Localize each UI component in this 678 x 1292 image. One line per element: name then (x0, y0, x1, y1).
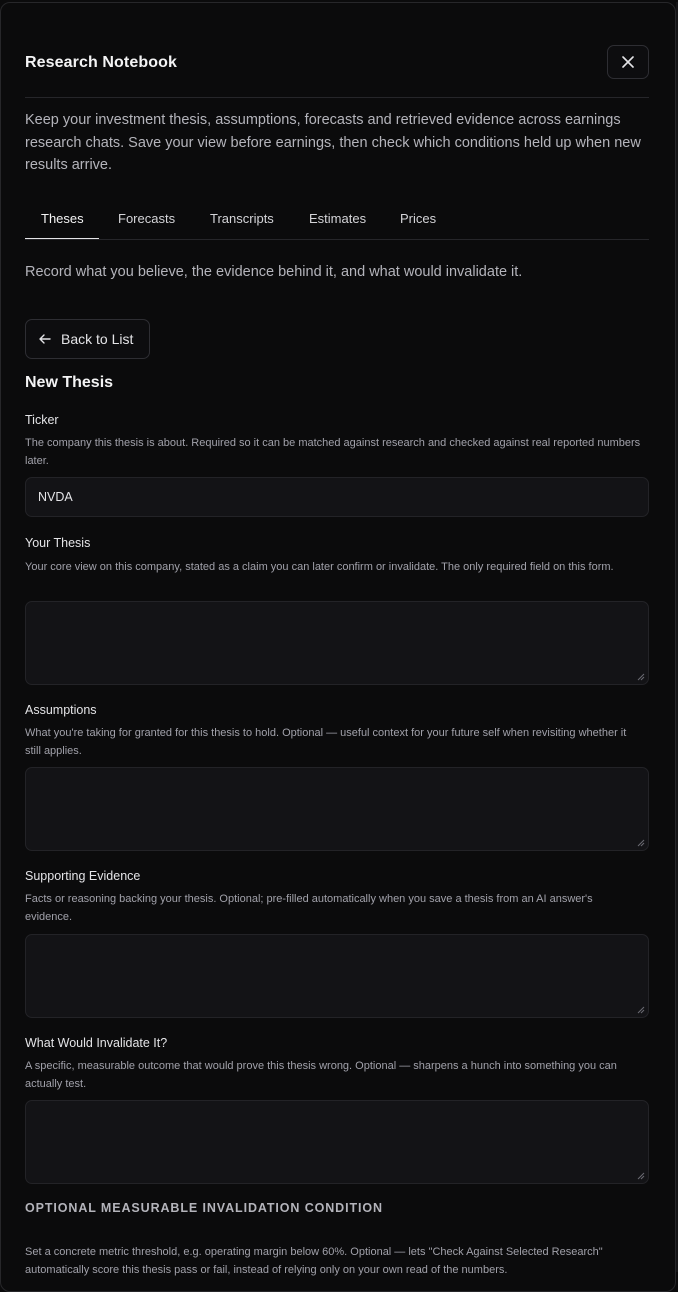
resize-grip-icon[interactable] (637, 673, 645, 681)
ticker-help: The company this thesis is about. Required so it can be matched against research and checked against real reported numbers later. (25, 437, 641, 467)
invalidation-help: A specific, measurable outcome that would prove this thesis wrong. Optional — sharpens a hunch into something you can actually test. (25, 1060, 617, 1090)
evidence-label: Supporting Evidence (25, 869, 141, 883)
assumptions-textarea[interactable] (25, 767, 649, 851)
assumptions-label: Assumptions (25, 703, 97, 717)
form-title: New Thesis (25, 374, 114, 391)
back-to-list-label: Back to List (61, 331, 134, 347)
ticker-input[interactable]: NVDA (25, 477, 649, 517)
measurable-condition-heading: OPTIONAL MEASURABLE INVALIDATION CONDITION (25, 1201, 383, 1215)
resize-grip-icon[interactable] (637, 839, 645, 847)
tab-prices[interactable]: Prices (400, 211, 437, 226)
assumptions-help: What you're taking for granted for this thesis to hold. Optional — useful context for your future self when revisiting whether it still applies. (25, 727, 627, 757)
tab-subtitle: Record what you believe, the evidence behind it, and what would invalidate it. (25, 264, 523, 280)
close-button[interactable] (607, 45, 649, 79)
thesis-label: Your Thesis (25, 536, 91, 550)
invalidation-label: What Would Invalidate It? (25, 1036, 168, 1050)
tabs-divider (25, 239, 649, 240)
tab-bar (25, 203, 649, 241)
tab-theses[interactable]: Theses (41, 211, 84, 226)
evidence-textarea[interactable] (25, 934, 649, 1018)
research-notebook-dialog (0, 2, 676, 1292)
back-to-list-button[interactable] (25, 319, 150, 359)
header-divider (25, 97, 649, 98)
resize-grip-icon[interactable] (637, 1172, 645, 1180)
tab-forecasts[interactable]: Forecasts (118, 211, 176, 226)
arrow-left-icon (39, 334, 51, 344)
evidence-help: Facts or reasoning backing your thesis. Optional; pre-filled automatically when you save a thesis from an AI answer's evidence. (25, 893, 593, 923)
close-icon (622, 56, 634, 68)
ticker-label: Ticker (25, 413, 59, 427)
tab-transcripts[interactable]: Transcripts (210, 211, 274, 226)
dialog-header (25, 45, 649, 85)
thesis-help: Your core view on this company, stated as a claim you can later confirm or invalidate. The only required field on this form. (25, 561, 614, 573)
notebook-description: Keep your investment thesis, assumptions, forecasts and retrieved evidence across earnings research chats. Save your view before earnings, then check which conditions held up when new results arrive. (25, 112, 641, 173)
thesis-textarea[interactable] (25, 601, 649, 685)
invalidation-textarea[interactable] (25, 1100, 649, 1184)
measurable-condition-help: Set a concrete metric threshold, e.g. operating margin below 60%. Optional — lets "Check Against Selected Research" automatically score this thesis pass or fail, instead of relying only on your own read of the numbers. (25, 1246, 603, 1276)
tab-estimates[interactable]: Estimates (309, 211, 367, 226)
dialog-title: Research Notebook (25, 54, 177, 71)
resize-grip-icon[interactable] (637, 1006, 645, 1014)
